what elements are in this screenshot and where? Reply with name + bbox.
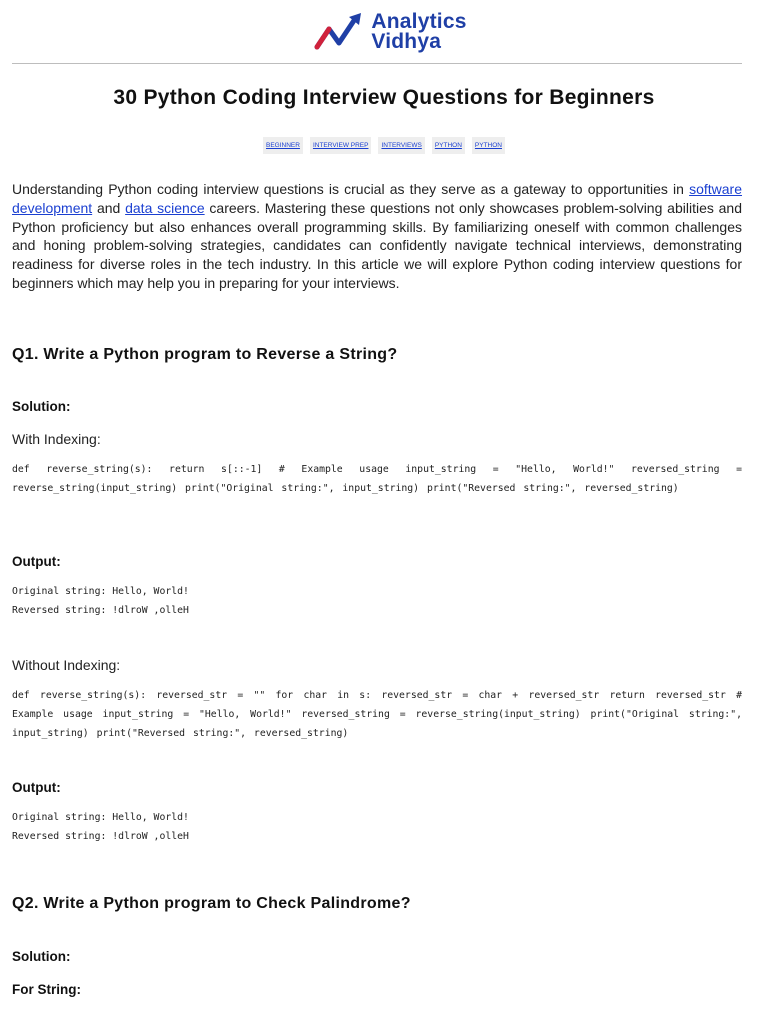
site-header (0, 0, 768, 63)
question-1-heading: Q1. Write a Python program to Reverse a String? (12, 346, 398, 363)
intro-text-1: Understanding Python coding interview questions is crucial as they serve as a gateway to opportunities in (12, 181, 690, 197)
tag-python-2[interactable]: PYTHON (472, 137, 505, 154)
data-science-link[interactable]: data science (125, 199, 205, 216)
intro-text-2: and (92, 199, 126, 216)
q1-output-2: Original string: Hello, World! Reversed string: !dlroW ,olleH (12, 812, 189, 842)
question-2-heading: Q2. Write a Python program to Check Palindrome? (12, 895, 411, 912)
software-development-link[interactable]: software development (12, 181, 742, 216)
logo-line-1: Analytics (371, 9, 467, 33)
article-title: 30 Python Coding Interview Questions for Beginners (113, 86, 655, 109)
q1-output-label-1: Output: (12, 554, 61, 569)
q1-solution-label: Solution: (12, 399, 71, 414)
q1-with-indexing-label: With Indexing: (12, 431, 101, 447)
header-divider (12, 63, 742, 64)
q1-code-without-indexing: def reverse_string(s): reversed_str = "" for char in s: reversed_str = char + reversed_str return reversed_str # Example usage input_string = "Hello, World!" reversed_string = reverse_string(input_string) print("Original string:", input_string) print("Reversed string:", reversed_string) (12, 690, 742, 739)
tag-python[interactable]: PYTHON (432, 137, 465, 154)
q1-without-indexing-label: Without Indexing: (12, 657, 121, 673)
q2-solution-label: Solution: (12, 949, 71, 964)
q1-code-with-indexing: def reverse_string(s): return s[::-1] # Example usage input_string = "Hello, World!" reversed_string = reverse_string(input_string) print("Original string:", input_string) print("Reversed string:", reversed_string) (12, 464, 742, 494)
chart-line-logo-icon (313, 11, 365, 53)
logo-wordmark (371, 9, 467, 53)
analytics-vidhya-logo[interactable] (313, 11, 466, 53)
tag-interviews[interactable]: INTERVIEWS (378, 137, 424, 154)
tag-interview-prep[interactable]: INTERVIEW PREP (310, 137, 372, 154)
tag-list (0, 137, 768, 154)
q2-for-string-label: For String: (12, 982, 81, 997)
logo-line-2: Vidhya (371, 29, 442, 53)
q1-output-label-2: Output: (12, 780, 61, 795)
q1-output-1: Original string: Hello, World! Reversed string: !dlroW ,olleH (12, 586, 189, 616)
tag-beginner[interactable]: BEGINNER (263, 137, 303, 154)
intro-paragraph (12, 180, 742, 293)
intro-text-3: careers. Mastering these questions not only showcases problem-solving abilities and Python proficiency but also enhances overall programming skills. By familiarizing oneself with common challenges and honing problem-solving strategies, candidates can confidently navigate technical interviews, demonstrating readiness for diverse roles in the tech industry. In this article we will explore Python coding interview questions for beginners which may help you in preparing for your interviews. (12, 199, 742, 291)
